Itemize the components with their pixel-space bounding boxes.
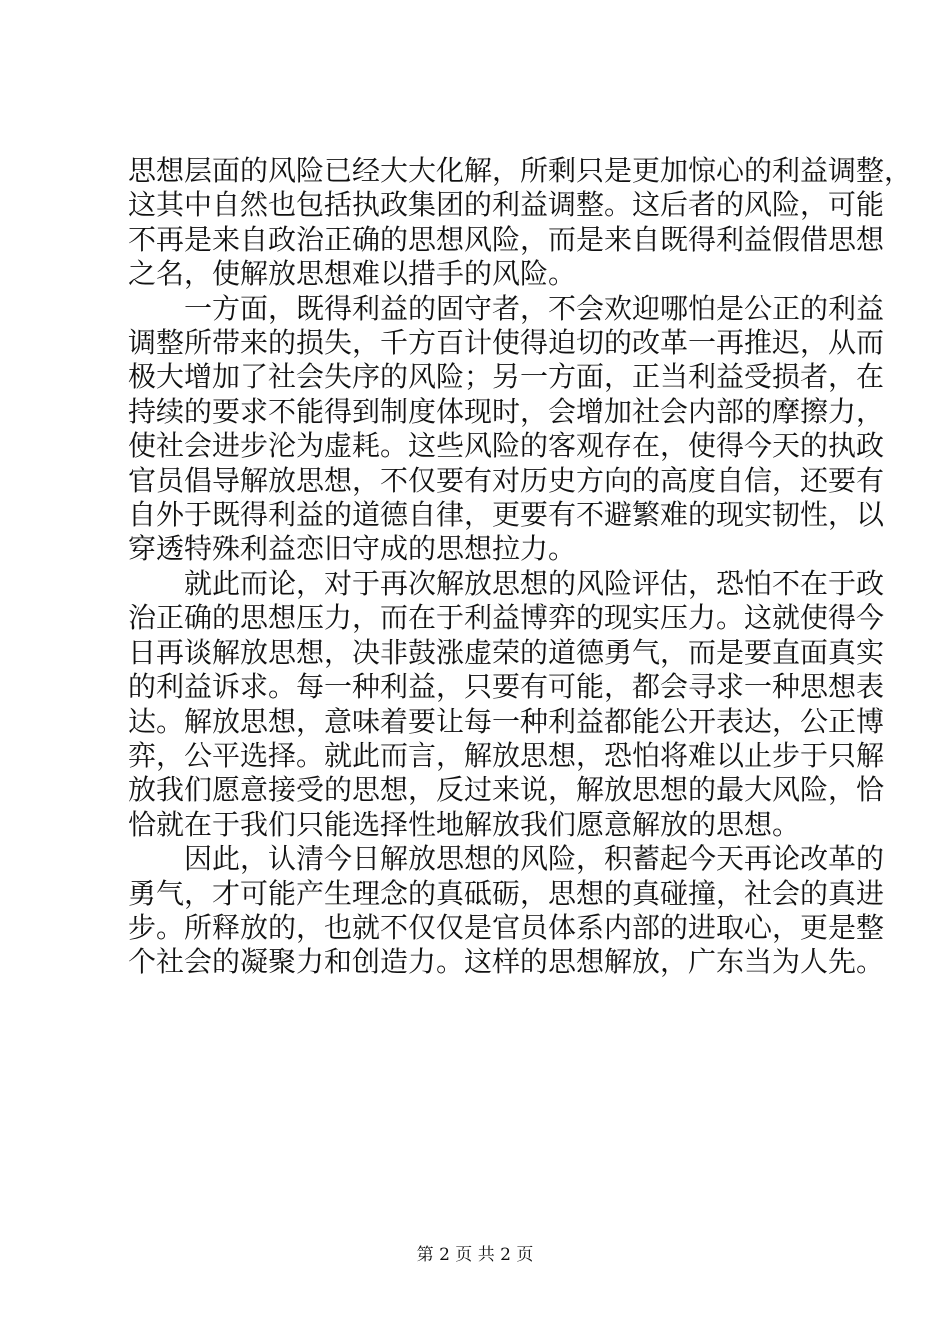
- text-line: 穿透特殊利益恋旧守成的思想拉力。: [128, 532, 577, 566]
- text-line: 官员倡导解放思想，不仅要有对历史方向的高度自信，还要有: [128, 463, 885, 497]
- text-line: 就此而论，对于再次解放思想的风险评估，恐怕不在于政: [184, 566, 885, 600]
- text-line: 使社会进步沦为虚耗。这些风险的客观存在，使得今天的执政: [128, 429, 885, 463]
- text-line: 因此，认清今日解放思想的风险，积蓄起今天再论改革的: [184, 842, 885, 876]
- paragraph-2: [128, 291, 885, 567]
- paragraph-1: [128, 154, 913, 292]
- paragraph-4: [128, 842, 885, 980]
- text-line: 的利益诉求。每一种利益，只要有可能，都会寻求一种思想表: [128, 670, 885, 704]
- text-line: 这其中自然也包括执政集团的利益调整。这后者的风险，可能: [128, 188, 885, 222]
- page-number-footer: 第 2 页 共 2 页: [416, 1245, 534, 1265]
- text-line: 治正确的思想压力，而在于利益博弈的现实压力。这就使得今: [128, 601, 885, 635]
- text-line: 达。解放思想，意味着要让每一种利益都能公开表达，公正博: [128, 704, 885, 738]
- text-line: 不再是来自政治正确的思想风险，而是来自既得利益假借思想: [128, 222, 885, 256]
- text-line: 放我们愿意接受的思想，反过来说，解放思想的最大风险，恰: [128, 773, 885, 807]
- text-line: 思想层面的风险已经大大化解，所剩只是更加惊心的利益调整，: [128, 154, 913, 187]
- text-line: 步。所释放的，也就不仅仅是官员体系内部的进取心，更是整: [128, 910, 885, 944]
- text-line: 自外于既得利益的道德自律，更要有不避繁难的现实韧性，以: [128, 498, 885, 532]
- text-line: 调整所带来的损失，千方百计使得迫切的改革一再推迟，从而: [128, 326, 885, 360]
- text-line: 弈，公平选择。就此而言，解放思想，恐怕将难以止步于只解: [128, 738, 885, 772]
- text-line: 持续的要求不能得到制度体现时，会增加社会内部的摩擦力，: [128, 394, 885, 428]
- text-line: 勇气，才可能产生理念的真砥砺，思想的真碰撞，社会的真进: [128, 876, 885, 910]
- text-line: 恰就在于我们只能选择性地解放我们愿意解放的思想。: [128, 807, 801, 841]
- text-line: 之名，使解放思想难以措手的风险。: [128, 257, 577, 291]
- text-line: 极大增加了社会失序的风险；另一方面，正当利益受损者，在: [128, 360, 885, 394]
- document-body: [128, 154, 913, 980]
- paragraph-3: [128, 566, 885, 842]
- text-line: 一方面，既得利益的固守者，不会欢迎哪怕是公正的利益: [184, 291, 885, 325]
- text-line: 个社会的凝聚力和创造力。这样的思想解放，广东当为人先。: [128, 945, 885, 979]
- text-line: 日再谈解放思想，决非鼓涨虚荣的道德勇气，而是要直面真实: [128, 635, 885, 669]
